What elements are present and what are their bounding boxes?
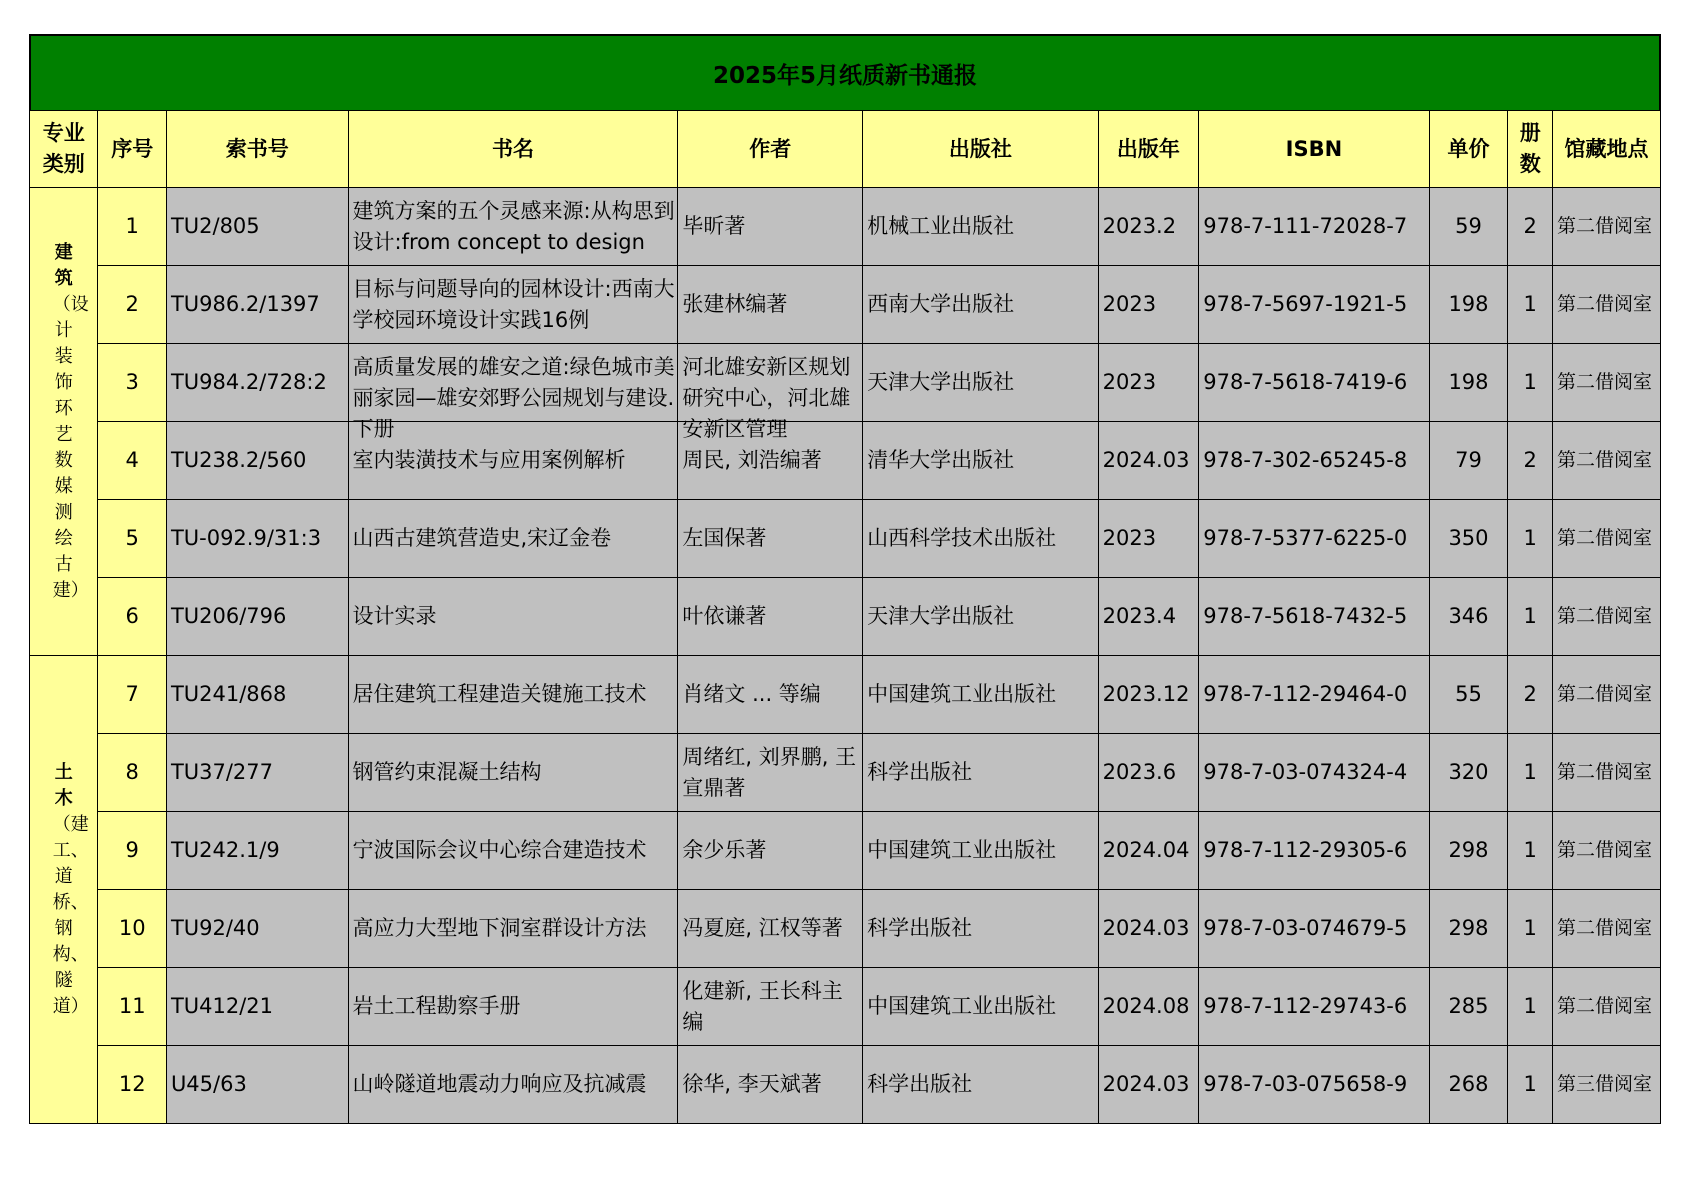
new-books-table [29, 110, 1661, 1124]
book-title-cell: 设计实录 [348, 578, 678, 656]
header-category: 专业类别 [30, 111, 98, 188]
category-cell [30, 188, 98, 656]
publisher-cell: 科学出版社 [863, 734, 1099, 812]
location-cell: 第二借阅室 [1553, 188, 1661, 266]
book-title-cell: 岩土工程勘察手册 [348, 968, 678, 1046]
copies-cell: 1 [1508, 1046, 1553, 1124]
header-year: 出版年 [1098, 111, 1199, 188]
book-title-cell: 山西古建筑营造史,宋辽金卷 [348, 500, 678, 578]
header-copies: 册数 [1508, 111, 1553, 188]
year-cell: 2024.03 [1098, 890, 1199, 968]
publisher-cell: 中国建筑工业出版社 [863, 656, 1099, 734]
price-cell: 298 [1429, 812, 1508, 890]
seq-cell: 4 [98, 422, 166, 500]
category-detail: （建工、道桥、钢构、隧道） [52, 813, 89, 1017]
price-cell: 59 [1429, 188, 1508, 266]
isbn-cell: 978-7-5618-7419-6 [1199, 344, 1429, 422]
isbn-cell: 978-7-5618-7432-5 [1199, 578, 1429, 656]
price-cell: 350 [1429, 500, 1508, 578]
seq-cell: 10 [98, 890, 166, 968]
price-cell: 198 [1429, 266, 1508, 344]
isbn-cell: 978-7-5697-1921-5 [1199, 266, 1429, 344]
isbn-cell: 978-7-302-65245-8 [1199, 422, 1429, 500]
book-title-cell: 山岭隧道地震动力响应及抗减震 [348, 1046, 678, 1124]
year-cell: 2023 [1098, 500, 1199, 578]
header-seq: 序号 [98, 111, 166, 188]
isbn-cell: 978-7-03-074679-5 [1199, 890, 1429, 968]
table-row [30, 812, 1661, 890]
price-cell: 55 [1429, 656, 1508, 734]
header-location: 馆藏地点 [1553, 111, 1661, 188]
table-row [30, 266, 1661, 344]
isbn-cell: 978-7-112-29464-0 [1199, 656, 1429, 734]
isbn-cell: 978-7-03-075658-9 [1199, 1046, 1429, 1124]
year-cell: 2023.4 [1098, 578, 1199, 656]
price-cell: 320 [1429, 734, 1508, 812]
author-cell: 河北雄安新区规划研究中心，河北雄安新区管理 [678, 344, 863, 422]
location-cell: 第二借阅室 [1553, 734, 1661, 812]
copies-cell: 1 [1508, 578, 1553, 656]
location-cell: 第二借阅室 [1553, 344, 1661, 422]
call-no-cell: TU241/868 [166, 656, 348, 734]
table-row [30, 578, 1661, 656]
author-cell: 左国保著 [678, 500, 863, 578]
author-cell: 周绪红, 刘界鹏, 王宣鼎著 [678, 734, 863, 812]
table-row [30, 344, 1661, 422]
seq-cell: 5 [98, 500, 166, 578]
copies-cell: 1 [1508, 812, 1553, 890]
book-title-cell: 室内装潢技术与应用案例解析 [348, 422, 678, 500]
call-no-cell: TU238.2/560 [166, 422, 348, 500]
location-cell: 第二借阅室 [1553, 656, 1661, 734]
book-title-cell: 高质量发展的雄安之道:绿色城市美丽家园—雄安郊野公园规划与建设.下册 [348, 344, 678, 422]
book-title-cell: 钢管约束混凝土结构 [348, 734, 678, 812]
price-cell: 268 [1429, 1046, 1508, 1124]
call-no-cell: TU206/796 [166, 578, 348, 656]
publisher-cell: 天津大学出版社 [863, 578, 1099, 656]
table-row [30, 1046, 1661, 1124]
call-no-cell: TU986.2/1397 [166, 266, 348, 344]
call-no-cell: TU2/805 [166, 188, 348, 266]
seq-cell: 8 [98, 734, 166, 812]
publisher-cell: 机械工业出版社 [863, 188, 1099, 266]
book-title-cell: 高应力大型地下洞室群设计方法 [348, 890, 678, 968]
table-row [30, 890, 1661, 968]
call-no-cell: TU412/21 [166, 968, 348, 1046]
year-cell: 2023 [1098, 266, 1199, 344]
category-cell [30, 656, 98, 1124]
seq-cell: 12 [98, 1046, 166, 1124]
header-row [30, 111, 1661, 188]
publisher-cell: 天津大学出版社 [863, 344, 1099, 422]
copies-cell: 1 [1508, 968, 1553, 1046]
copies-cell: 2 [1508, 422, 1553, 500]
copies-cell: 1 [1508, 734, 1553, 812]
call-no-cell: TU-092.9/31:3 [166, 500, 348, 578]
seq-cell: 11 [98, 968, 166, 1046]
publisher-cell: 山西科学技术出版社 [863, 500, 1099, 578]
author-cell: 化建新, 王长科主编 [678, 968, 863, 1046]
location-cell: 第二借阅室 [1553, 500, 1661, 578]
table-row [30, 968, 1661, 1046]
isbn-cell: 978-7-111-72028-7 [1199, 188, 1429, 266]
year-cell: 2023 [1098, 344, 1199, 422]
isbn-cell: 978-7-5377-6225-0 [1199, 500, 1429, 578]
copies-cell: 2 [1508, 188, 1553, 266]
year-cell: 2024.04 [1098, 812, 1199, 890]
year-cell: 2024.03 [1098, 1046, 1199, 1124]
category-name: 土木 [54, 761, 73, 809]
publisher-cell: 中国建筑工业出版社 [863, 812, 1099, 890]
publisher-cell: 清华大学出版社 [863, 422, 1099, 500]
table-row [30, 734, 1661, 812]
table-row [30, 656, 1661, 734]
author-cell: 徐华, 李天斌著 [678, 1046, 863, 1124]
seq-cell: 3 [98, 344, 166, 422]
report-title: 2025年5月纸质新书通报 [29, 34, 1661, 110]
year-cell: 2024.03 [1098, 422, 1199, 500]
author-cell: 余少乐著 [678, 812, 863, 890]
seq-cell: 9 [98, 812, 166, 890]
copies-cell: 1 [1508, 890, 1553, 968]
author-cell: 张建林编著 [678, 266, 863, 344]
author-cell: 冯夏庭, 江权等著 [678, 890, 863, 968]
call-no-cell: TU984.2/728:2 [166, 344, 348, 422]
header-price: 单价 [1429, 111, 1508, 188]
author-cell: 叶依谦著 [678, 578, 863, 656]
year-cell: 2023.12 [1098, 656, 1199, 734]
author-cell: 周民, 刘浩编著 [678, 422, 863, 500]
location-cell: 第二借阅室 [1553, 578, 1661, 656]
price-cell: 198 [1429, 344, 1508, 422]
table-row [30, 500, 1661, 578]
seq-cell: 1 [98, 188, 166, 266]
header-book-title: 书名 [348, 111, 678, 188]
location-cell: 第二借阅室 [1553, 266, 1661, 344]
isbn-cell: 978-7-112-29305-6 [1199, 812, 1429, 890]
location-cell: 第二借阅室 [1553, 890, 1661, 968]
book-title-cell: 宁波国际会议中心综合建造技术 [348, 812, 678, 890]
location-cell: 第二借阅室 [1553, 968, 1661, 1046]
copies-cell: 1 [1508, 266, 1553, 344]
header-publisher: 出版社 [863, 111, 1099, 188]
author-cell: 毕昕著 [678, 188, 863, 266]
category-name: 建筑 [54, 241, 73, 289]
publisher-cell: 科学出版社 [863, 890, 1099, 968]
header-call-no: 索书号 [166, 111, 348, 188]
category-detail: （设计装饰环艺数媒测绘古建） [52, 293, 89, 601]
year-cell: 2023.2 [1098, 188, 1199, 266]
seq-cell: 2 [98, 266, 166, 344]
book-title-cell: 居住建筑工程建造关键施工技术 [348, 656, 678, 734]
publisher-cell: 中国建筑工业出版社 [863, 968, 1099, 1046]
isbn-cell: 978-7-112-29743-6 [1199, 968, 1429, 1046]
header-isbn: ISBN [1199, 111, 1429, 188]
seq-cell: 7 [98, 656, 166, 734]
call-no-cell: TU242.1/9 [166, 812, 348, 890]
call-no-cell: TU92/40 [166, 890, 348, 968]
call-no-cell: U45/63 [166, 1046, 348, 1124]
price-cell: 285 [1429, 968, 1508, 1046]
book-report-sheet [29, 34, 1661, 1124]
copies-cell: 2 [1508, 656, 1553, 734]
year-cell: 2023.6 [1098, 734, 1199, 812]
book-title-cell: 建筑方案的五个灵感来源:从构思到设计:from concept to design [348, 188, 678, 266]
header-author: 作者 [678, 111, 863, 188]
publisher-cell: 科学出版社 [863, 1046, 1099, 1124]
seq-cell: 6 [98, 578, 166, 656]
table-row [30, 422, 1661, 500]
publisher-cell: 西南大学出版社 [863, 266, 1099, 344]
table-row [30, 188, 1661, 266]
year-cell: 2024.08 [1098, 968, 1199, 1046]
isbn-cell: 978-7-03-074324-4 [1199, 734, 1429, 812]
location-cell: 第二借阅室 [1553, 812, 1661, 890]
copies-cell: 1 [1508, 500, 1553, 578]
location-cell: 第二借阅室 [1553, 422, 1661, 500]
price-cell: 346 [1429, 578, 1508, 656]
price-cell: 79 [1429, 422, 1508, 500]
call-no-cell: TU37/277 [166, 734, 348, 812]
book-title-cell: 目标与问题导向的园林设计:西南大学校园环境设计实践16例 [348, 266, 678, 344]
price-cell: 298 [1429, 890, 1508, 968]
author-cell: 肖绪文 ... 等编 [678, 656, 863, 734]
copies-cell: 1 [1508, 344, 1553, 422]
location-cell: 第三借阅室 [1553, 1046, 1661, 1124]
